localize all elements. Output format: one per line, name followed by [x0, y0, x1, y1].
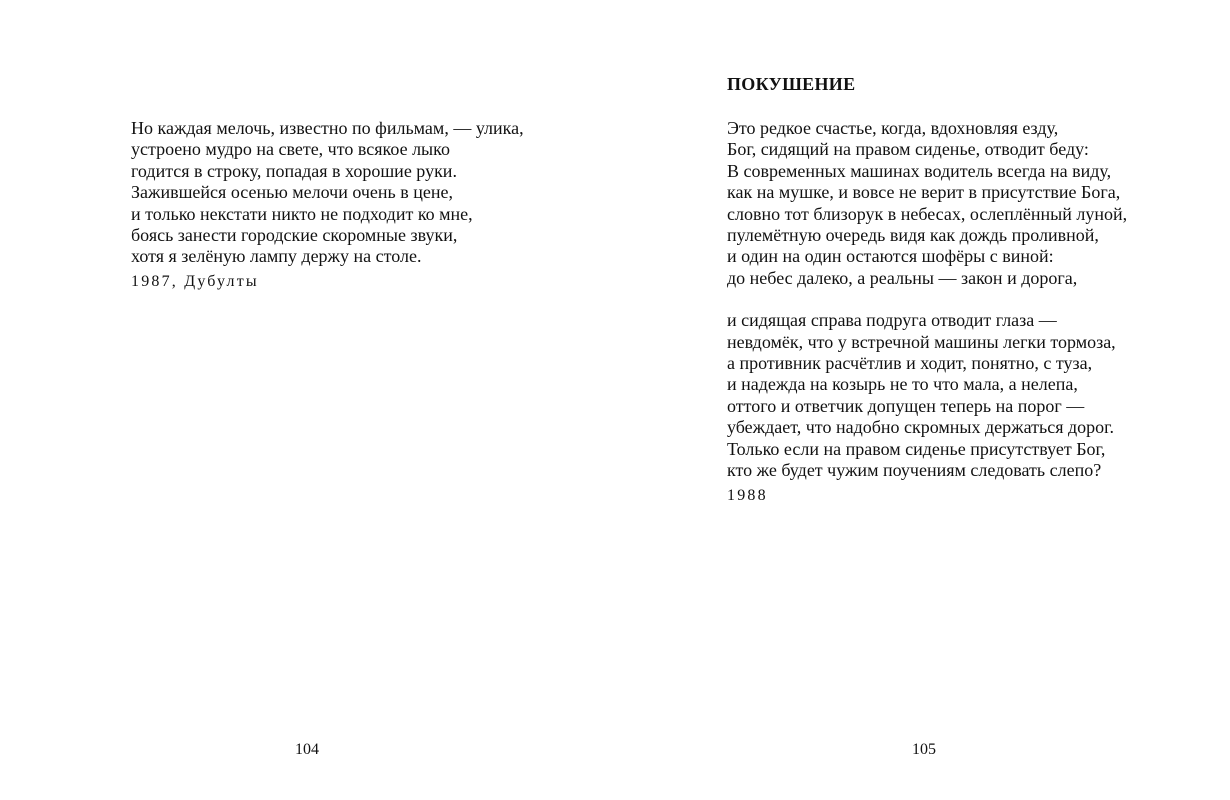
poem-line: и надежда на козырь не то что мала, а нелепа, — [727, 374, 1078, 395]
poem-body — [727, 118, 1127, 526]
poem-line: убеждает, что надобно скромных держаться дорог. — [727, 417, 1114, 438]
poem-ending — [131, 118, 524, 312]
poem-line: оттого и ответчик допущен теперь на порог — — [727, 395, 1085, 416]
page-number: 105 — [912, 741, 936, 758]
poem-line: хотя я зелёную лампу держу на столе. — [131, 246, 422, 267]
poem-line: устроено мудро на свете, что всякое лыко — [131, 139, 450, 160]
stanza — [727, 118, 1127, 289]
page-number: 104 — [295, 741, 319, 758]
poem-line: до небес далеко, а реальны — закон и дорога, — [727, 267, 1078, 288]
poem-line: Только если на правом сиденье присутствует Бог, — [727, 438, 1106, 459]
poem-line: Бог, сидящий на правом сиденье, отводит беду: — [727, 139, 1089, 160]
right-page — [615, 0, 1230, 800]
poem-line: Но каждая мелочь, известно по фильмам, — улика, — [131, 118, 524, 138]
poem-line: как на мушке, и вовсе не верит в присутствие Бога, — [727, 182, 1121, 203]
poem-line: а противник расчётлив и ходит, понятно, с туза, — [727, 353, 1093, 374]
poem-line: невдомёк, что у встречной машины легки тормоза, — [727, 331, 1116, 352]
poem-title: ПОКУШЕНИЕ — [727, 74, 856, 94]
poem-dateline: 1988 — [727, 486, 768, 504]
poem-line: Это редкое счастье, когда, вдохновляя езду, — [727, 118, 1059, 138]
stanza — [131, 118, 524, 291]
poem-line: и один на один остаются шофёры с виной: — [727, 246, 1054, 267]
poem-line: и только некстати никто не подходит ко мне, — [131, 203, 473, 224]
poem-line: словно тот близорук в небесах, ослеплённый луной, — [727, 203, 1128, 224]
poem-line: В современных машинах водитель всегда на виду, — [727, 160, 1112, 181]
poem-line: годится в строку, попадая в хорошие руки. — [131, 160, 457, 181]
stanza — [727, 310, 1127, 504]
poem-line: кто же будет чужим поучениям следовать слепо? — [727, 460, 1102, 481]
poem-line: пулемётную очередь видя как дождь проливной, — [727, 225, 1099, 246]
poem-line: Зажившейся осенью мелочи очень в цене, — [131, 182, 454, 203]
poem-line: боясь занести городские скоромные звуки, — [131, 225, 458, 246]
poem-line: и сидящая справа подруга отводит глаза — — [727, 310, 1057, 331]
poem-dateline: 1987, Дубулты — [131, 272, 259, 290]
